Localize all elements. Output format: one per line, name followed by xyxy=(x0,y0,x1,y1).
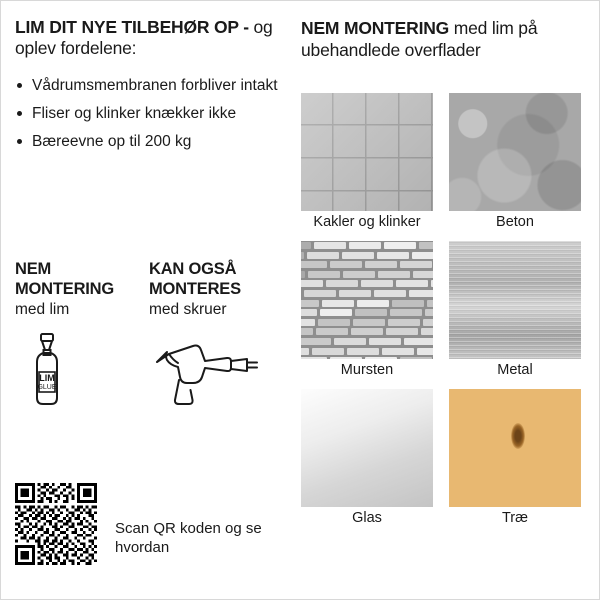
brick-unit xyxy=(365,357,397,359)
brick-unit xyxy=(339,290,371,297)
brick-unit xyxy=(301,319,315,326)
brick-unit xyxy=(400,261,432,268)
brick-unit xyxy=(351,328,383,335)
tile-texture-image xyxy=(301,93,433,211)
glue-bottle-icon xyxy=(15,332,145,404)
surface-label: Træ xyxy=(501,510,529,526)
brick-unit xyxy=(423,319,433,326)
brick-unit xyxy=(349,242,381,249)
brick-unit xyxy=(369,338,401,345)
surface-swatch-glass xyxy=(301,389,433,529)
list-item: Vådrumsmembranen forbliver intakt xyxy=(15,75,283,96)
brick-unit xyxy=(377,252,409,259)
surface-swatch-grid xyxy=(301,93,589,537)
brick-unit xyxy=(431,280,433,287)
brick-unit xyxy=(334,338,366,345)
brick-texture-image xyxy=(301,241,433,359)
mounting-method-title: NEM MONTERING xyxy=(15,260,115,298)
brick-unit xyxy=(365,261,397,268)
brick-unit xyxy=(388,319,420,326)
brick-unit xyxy=(301,271,305,278)
brick-unit xyxy=(386,328,418,335)
brick-unit xyxy=(320,309,352,316)
qr-caption: Scan QR koden og se hvordan xyxy=(115,520,262,556)
glass-texture-image xyxy=(301,389,433,507)
brick-unit xyxy=(404,338,433,345)
brick-unit xyxy=(330,261,362,268)
surface-label: Beton xyxy=(496,214,534,230)
right-headline-light: med lim på ubehandlede overflader xyxy=(301,18,538,60)
brick-unit xyxy=(343,271,375,278)
brick-unit xyxy=(342,252,374,259)
brick-unit xyxy=(314,242,346,249)
right-column xyxy=(301,17,589,61)
list-item: Bæreevne op til 200 kg xyxy=(15,131,283,152)
brick-unit xyxy=(361,280,393,287)
brick-unit xyxy=(301,328,313,335)
brick-unit xyxy=(400,357,432,359)
left-headline-light: og oplev fordelene: xyxy=(15,17,273,58)
surface-swatch-metal xyxy=(449,241,581,381)
metal-texture-image xyxy=(449,241,581,359)
list-item: Fliser og klinker knækker ikke xyxy=(15,103,283,124)
brick-unit xyxy=(301,300,319,307)
qr-block xyxy=(15,483,262,565)
brick-unit xyxy=(396,280,428,287)
mounting-method-subtitle: med skruer xyxy=(149,301,227,318)
swatch-row xyxy=(301,241,589,381)
brick-unit xyxy=(390,309,422,316)
mounting-method-glue xyxy=(15,259,145,404)
brick-unit xyxy=(301,309,317,316)
benefits-list xyxy=(15,75,283,152)
brick-unit xyxy=(355,309,387,316)
brick-unit xyxy=(307,252,339,259)
qr-code-icon[interactable] xyxy=(15,483,97,565)
brick-unit xyxy=(301,338,331,345)
brick-unit xyxy=(301,261,327,268)
brick-unit xyxy=(392,300,424,307)
mounting-method-title: KAN OGSÅ MONTERES xyxy=(149,260,241,298)
left-headline-bold: LIM DIT NYE TILBEHØR OP - xyxy=(15,17,254,37)
drill-icon xyxy=(149,332,289,404)
brick-unit xyxy=(301,357,327,359)
surface-label: Kakler og klinker xyxy=(313,214,421,230)
brick-unit xyxy=(409,290,433,297)
surface-swatch-wood xyxy=(449,389,581,529)
brick-unit xyxy=(417,348,433,355)
brick-unit xyxy=(304,290,336,297)
brick-unit xyxy=(413,271,433,278)
surface-label: Metal xyxy=(497,362,533,378)
brick-unit xyxy=(330,357,362,359)
brick-unit xyxy=(382,348,414,355)
left-column xyxy=(15,17,283,159)
brick-unit xyxy=(412,252,433,259)
brick-unit xyxy=(384,242,416,249)
brick-unit xyxy=(301,242,311,249)
mounting-method-subtitle: med lim xyxy=(15,301,70,318)
surface-swatch-concrete xyxy=(449,93,581,233)
brick-unit xyxy=(374,290,406,297)
swatch-row xyxy=(301,93,589,233)
right-headline xyxy=(301,17,589,61)
mounting-method-screws xyxy=(149,259,289,404)
brick-unit xyxy=(301,280,323,287)
glue-label-glue: GLUE xyxy=(37,384,57,391)
brick-unit xyxy=(427,300,433,307)
right-headline-bold: NEM MONTERING xyxy=(301,18,454,38)
brick-unit xyxy=(308,271,340,278)
concrete-texture-image xyxy=(449,93,581,211)
brick-unit xyxy=(421,328,433,335)
wood-knot xyxy=(511,423,525,449)
brick-unit xyxy=(318,319,350,326)
brick-unit xyxy=(357,300,389,307)
surface-swatch-tiles xyxy=(301,93,433,233)
brick-unit xyxy=(425,309,433,316)
glue-label-lim: LIM xyxy=(39,373,55,383)
brick-unit xyxy=(301,348,309,355)
brick-unit xyxy=(353,319,385,326)
surface-label: Mursten xyxy=(340,362,394,378)
brick-unit xyxy=(326,280,358,287)
wood-texture-image xyxy=(449,389,581,507)
brick-unit xyxy=(347,348,379,355)
brick-unit xyxy=(322,300,354,307)
brick-unit xyxy=(312,348,344,355)
brick-unit xyxy=(301,252,304,259)
brick-unit xyxy=(316,328,348,335)
surface-swatch-brick xyxy=(301,241,433,381)
swatch-row xyxy=(301,389,589,529)
brick-unit xyxy=(419,242,433,249)
brick-unit xyxy=(378,271,410,278)
surface-label: Glas xyxy=(352,510,382,526)
left-headline xyxy=(15,17,283,59)
